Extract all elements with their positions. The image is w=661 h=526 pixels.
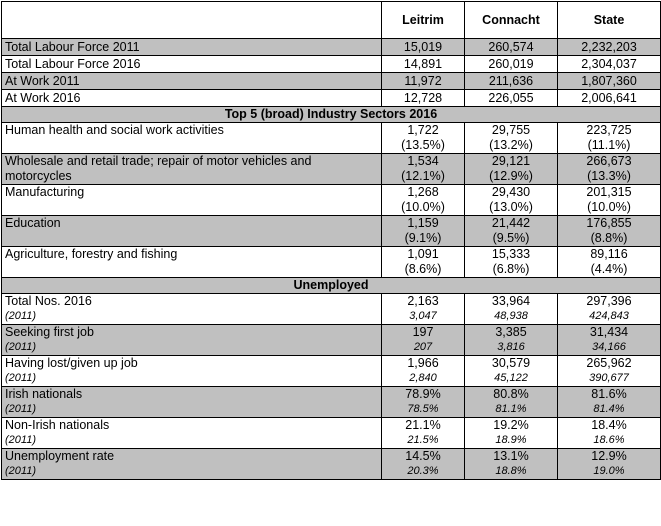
industry-count: 15,333 — [491, 247, 531, 261]
value-2011: 3,047 — [409, 310, 437, 322]
labour-statistics-table — [1, 1, 661, 480]
industry-percent: (10.0%) — [587, 200, 631, 214]
value-2016: 3,385 — [495, 325, 527, 339]
value-2011: 18.9% — [495, 434, 527, 446]
unemployed-value-cell — [558, 418, 661, 449]
industry-percent: (11.1%) — [587, 138, 631, 152]
industry-count: 29,121 — [491, 154, 531, 168]
industry-percent: (13.2%) — [489, 138, 533, 152]
unemployed-row — [2, 387, 661, 418]
value-2016: 21.1% — [405, 418, 441, 432]
labour-row — [2, 39, 661, 56]
value-2011: 207 — [413, 341, 433, 353]
value-cell: 226,055 — [465, 90, 558, 107]
unemployed-label: Unemployment rate — [5, 449, 115, 463]
unemployed-value-cell — [465, 387, 558, 418]
unemployed-label: Irish nationals — [5, 387, 83, 401]
unemployed-section-heading: Unemployed — [2, 278, 661, 294]
column-header-state: State — [558, 2, 661, 39]
value-2011: 48,938 — [494, 310, 528, 322]
unemployed-label-cell — [2, 325, 382, 356]
unemployed-value-cell — [382, 418, 465, 449]
unemployed-value-cell — [382, 325, 465, 356]
industry-section-heading: Top 5 (broad) Industry Sectors 2016 — [2, 107, 661, 123]
labour-row — [2, 90, 661, 107]
section-heading-row — [2, 107, 661, 123]
industry-count: 89,116 — [590, 247, 628, 261]
value-2016: 197 — [412, 325, 434, 339]
unemployed-label: Total Nos. 2016 — [5, 294, 92, 308]
unemployed-value-cell — [558, 294, 661, 325]
industry-value-cell — [382, 247, 465, 278]
industry-value-cell — [558, 247, 661, 278]
value-2016: 80.8% — [493, 387, 529, 401]
value-2016: 19.2% — [493, 418, 529, 432]
unemployed-row — [2, 418, 661, 449]
unemployed-label: Non-Irish nationals — [5, 418, 110, 432]
industry-value-cell — [465, 247, 558, 278]
header-blank-cell — [2, 2, 382, 39]
industry-value-cell — [558, 185, 661, 216]
industry-value-cell — [558, 123, 661, 154]
unemployed-value-cell — [465, 418, 558, 449]
unemployed-row — [2, 325, 661, 356]
value-2011: 18.8% — [495, 465, 527, 477]
industry-label: Manufacturing — [2, 185, 382, 216]
industry-percent: (13.5%) — [401, 138, 445, 152]
industry-label: Wholesale and retail trade; repair of motor vehicles and motorcycles — [2, 154, 382, 185]
industry-count: 29,755 — [491, 123, 531, 137]
value-cell: 2,304,037 — [558, 56, 661, 73]
value-2011: 81.4% — [593, 403, 625, 415]
industry-percent: (12.9%) — [489, 169, 533, 183]
industry-percent: (9.1%) — [404, 231, 442, 245]
header-row — [2, 2, 661, 39]
industry-label: Agriculture, forestry and fishing — [2, 247, 382, 278]
unemployed-value-cell — [465, 449, 558, 480]
industry-percent: (10.0%) — [401, 200, 445, 214]
industry-value-cell — [558, 216, 661, 247]
industry-percent: (13.3%) — [587, 169, 631, 183]
industry-row — [2, 154, 661, 185]
value-cell: 2,006,641 — [558, 90, 661, 107]
industry-percent: (12.1%) — [401, 169, 445, 183]
labour-row — [2, 56, 661, 73]
unemployed-value-cell — [558, 356, 661, 387]
unemployed-value-cell — [558, 449, 661, 480]
industry-value-cell — [382, 216, 465, 247]
industry-row — [2, 216, 661, 247]
value-2016: 33,964 — [491, 294, 531, 308]
unemployed-label-cell — [2, 449, 382, 480]
column-header-leitrim: Leitrim — [382, 2, 465, 39]
industry-count: 223,725 — [586, 123, 632, 137]
unemployed-value-cell — [465, 325, 558, 356]
unemployed-value-cell — [382, 294, 465, 325]
industry-percent: (13.0%) — [489, 200, 533, 214]
industry-value-cell — [382, 123, 465, 154]
labour-row — [2, 73, 661, 90]
year-2011-label: (2011) — [5, 341, 36, 353]
value-cell: 14,891 — [382, 56, 465, 73]
value-2016: 18.4% — [591, 418, 627, 432]
value-2016: 265,962 — [586, 356, 632, 370]
industry-count: 29,430 — [491, 185, 531, 199]
industry-percent: (9.5%) — [492, 231, 530, 245]
value-2016: 297,396 — [586, 294, 632, 308]
value-2011: 18.6% — [593, 434, 625, 446]
value-cell: 15,019 — [382, 39, 465, 56]
industry-value-cell — [465, 216, 558, 247]
value-2016: 12.9% — [591, 449, 627, 463]
unemployed-row — [2, 294, 661, 325]
unemployed-row — [2, 356, 661, 387]
industry-value-cell — [382, 154, 465, 185]
value-2011: 390,677 — [589, 372, 629, 384]
value-2011: 3,816 — [497, 341, 525, 353]
industry-value-cell — [465, 123, 558, 154]
value-cell: 260,574 — [465, 39, 558, 56]
industry-count: 1,159 — [407, 216, 439, 230]
industry-row — [2, 123, 661, 154]
value-cell: 12,728 — [382, 90, 465, 107]
value-2011: 81.1% — [495, 403, 527, 415]
value-2011: 45,122 — [494, 372, 528, 384]
industry-percent: (6.8%) — [492, 262, 530, 276]
value-2011: 34,166 — [592, 341, 626, 353]
value-2011: 2,840 — [409, 372, 437, 384]
value-2016: 14.5% — [405, 449, 441, 463]
unemployed-value-cell — [465, 356, 558, 387]
value-2016: 13.1% — [493, 449, 529, 463]
industry-row — [2, 247, 661, 278]
industry-percent: (4.4%) — [590, 262, 628, 276]
industry-value-cell — [465, 185, 558, 216]
value-2016: 81.6% — [591, 387, 627, 401]
value-cell: 11,972 — [382, 73, 465, 90]
industry-count: 1,091 — [407, 247, 439, 261]
unemployed-value-cell — [465, 294, 558, 325]
value-2016: 1,966 — [407, 356, 439, 370]
value-cell: 2,232,203 — [558, 39, 661, 56]
section-heading-row — [2, 278, 661, 294]
value-2011: 21.5% — [407, 434, 439, 446]
unemployed-label-cell — [2, 294, 382, 325]
value-2016: 2,163 — [407, 294, 439, 308]
unemployed-row — [2, 449, 661, 480]
industry-count: 1,722 — [407, 123, 439, 137]
industry-count: 266,673 — [586, 154, 632, 168]
industry-label: Human health and social work activities — [2, 123, 382, 154]
value-2011: 78.5% — [407, 403, 439, 415]
row-label: Total Labour Force 2011 — [2, 39, 382, 56]
value-2011: 20.3% — [407, 465, 439, 477]
year-2011-label: (2011) — [5, 465, 36, 477]
value-2016: 31,434 — [589, 325, 629, 339]
industry-value-cell — [558, 154, 661, 185]
row-label: At Work 2016 — [2, 90, 382, 107]
industry-count: 1,268 — [407, 185, 439, 199]
year-2011-label: (2011) — [5, 434, 36, 446]
value-2016: 30,579 — [491, 356, 531, 370]
industry-row — [2, 185, 661, 216]
industry-percent: (8.6%) — [404, 262, 442, 276]
unemployed-label: Having lost/given up job — [5, 356, 138, 370]
unemployed-label-cell — [2, 356, 382, 387]
industry-percent: (8.8%) — [590, 231, 628, 245]
industry-value-cell — [382, 185, 465, 216]
unemployed-value-cell — [558, 387, 661, 418]
unemployed-value-cell — [382, 449, 465, 480]
industry-count: 176,855 — [586, 216, 632, 230]
value-2016: 78.9% — [405, 387, 441, 401]
value-cell: 211,636 — [465, 73, 558, 90]
unemployed-label-cell — [2, 387, 382, 418]
year-2011-label: (2011) — [5, 403, 36, 415]
industry-count: 201,315 — [586, 185, 632, 199]
year-2011-label: (2011) — [5, 372, 36, 384]
unemployed-label-cell — [2, 418, 382, 449]
year-2011-label: (2011) — [5, 310, 36, 322]
unemployed-value-cell — [382, 356, 465, 387]
industry-label: Education — [2, 216, 382, 247]
industry-count: 21,442 — [491, 216, 531, 230]
value-cell: 260,019 — [465, 56, 558, 73]
industry-count: 1,534 — [407, 154, 439, 168]
industry-value-cell — [465, 154, 558, 185]
row-label: At Work 2011 — [2, 73, 382, 90]
column-header-connacht: Connacht — [465, 2, 558, 39]
unemployed-value-cell — [558, 325, 661, 356]
value-2011: 19.0% — [593, 465, 625, 477]
unemployed-label: Seeking first job — [5, 325, 94, 339]
row-label: Total Labour Force 2016 — [2, 56, 382, 73]
value-cell: 1,807,360 — [558, 73, 661, 90]
unemployed-value-cell — [382, 387, 465, 418]
value-2011: 424,843 — [589, 310, 629, 322]
